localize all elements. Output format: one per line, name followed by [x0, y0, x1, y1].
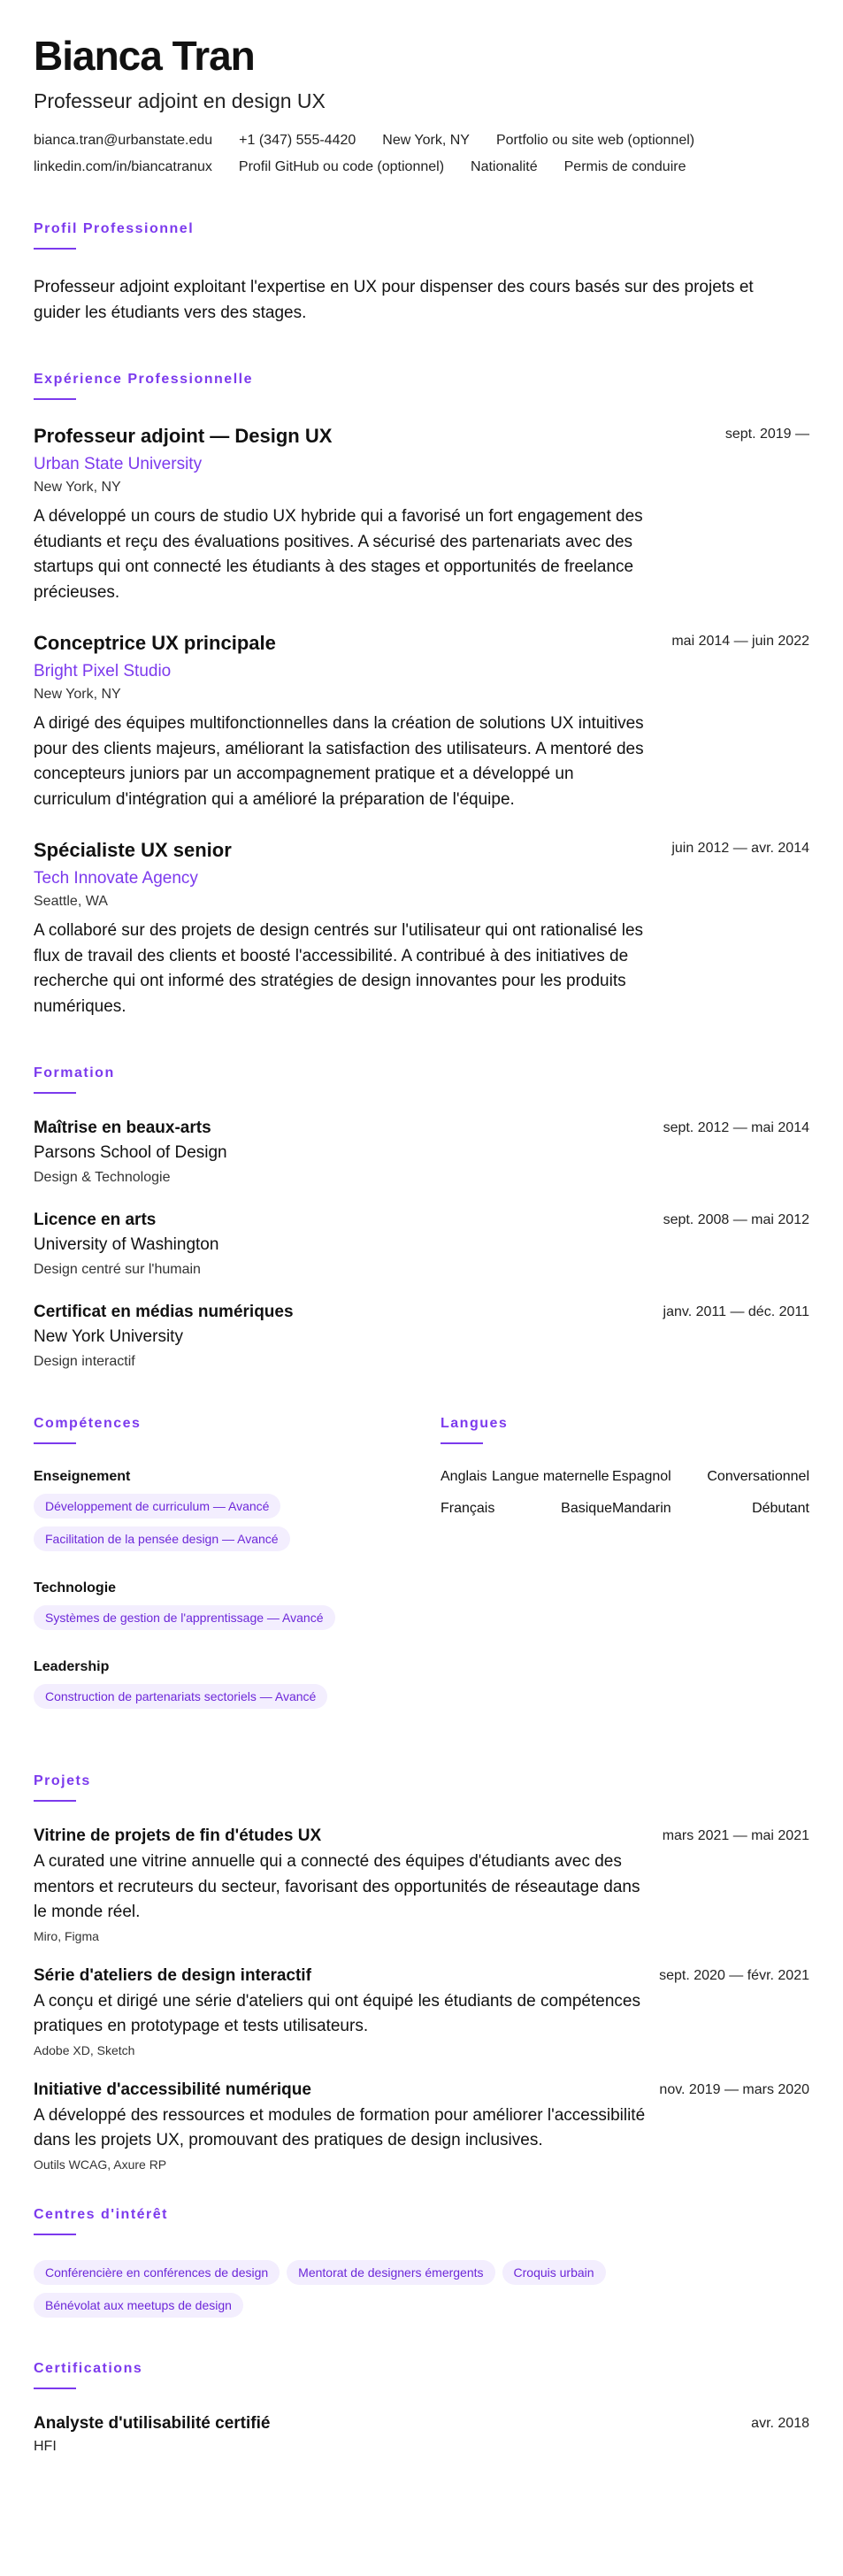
- skills-section: [34, 1416, 441, 1738]
- project-item: [34, 2080, 809, 2172]
- contact-email[interactable]: bianca.tran@urbanstate.edu: [34, 132, 213, 148]
- project-dates: nov. 2019 — mars 2020: [659, 2081, 809, 2097]
- experience-dates: mai 2014 — juin 2022: [671, 634, 809, 650]
- education-dates: sept. 2008 — mai 2012: [663, 1212, 809, 1228]
- experience-role: Spécialiste UX senior: [34, 839, 232, 862]
- language-list: [441, 1469, 809, 1517]
- section-divider: [34, 1442, 76, 1444]
- contact-phone[interactable]: +1 (347) 555-4420: [239, 132, 356, 148]
- experience-company: Tech Innovate Agency: [34, 869, 198, 888]
- project-title: Série d'ateliers de design interactif: [34, 1965, 311, 1985]
- interest-list: [34, 2260, 809, 2326]
- project-item: [34, 1966, 809, 2057]
- contact-list: [34, 133, 794, 175]
- interest-chip: Conférencière en conférences de design: [34, 2260, 280, 2285]
- candidate-name: Bianca Tran: [34, 33, 255, 79]
- education-school: University of Washington: [34, 1235, 219, 1255]
- certifications-section: [34, 2361, 809, 2455]
- experience-item: [34, 632, 809, 812]
- experience-location: Seattle, WA: [34, 894, 108, 910]
- education-school: New York University: [34, 1327, 183, 1347]
- section-title: Formation: [34, 1065, 115, 1081]
- skill-group-label: Technologie: [34, 1580, 117, 1596]
- contact-linkedin[interactable]: linkedin.com/in/biancatranux: [34, 158, 212, 174]
- contact-portfolio[interactable]: Portfolio ou site web (optionnel): [495, 132, 695, 148]
- project-description: A développé des ressources et modules de formation pour améliorer l'accessibilité dans les projets UX, promouvant des pratiques de design inclusives.: [34, 2105, 646, 2150]
- language-level: Langue maternelle: [492, 1469, 609, 1485]
- education-dates: janv. 2011 — déc. 2011: [663, 1304, 809, 1320]
- education-dates: sept. 2012 — mai 2014: [663, 1120, 809, 1136]
- education-degree: Licence en arts: [34, 1211, 157, 1230]
- experience-location: New York, NY: [34, 687, 121, 703]
- experience-description: A collaboré sur des projets de design centrés sur l'utilisateur qui ont rationalisé les flux de travail des clients et boosté l'accessibilité. A contribué à des initiatives de recherche qui ont informé des stratégies de design innovantes pour les produits numériques.: [34, 921, 644, 1016]
- education-field: Design & Technologie: [34, 1170, 171, 1186]
- section-title: Projets: [34, 1773, 91, 1789]
- education-item: [34, 1211, 809, 1278]
- skill-group-label: Leadership: [34, 1659, 110, 1675]
- experience-dates: sept. 2019 —: [724, 427, 809, 442]
- candidate-headline: Professeur adjoint en design UX: [34, 88, 326, 112]
- section-title: Centres d'intérêt: [34, 2206, 168, 2222]
- certification-title: Analyste d'utilisabilité certifié: [34, 2413, 271, 2433]
- projects-section: [34, 1773, 809, 2172]
- skill-chip: Facilitation de la pensée design — Avancé: [34, 1526, 290, 1551]
- project-title: Initiative d'accessibilité numérique: [34, 2080, 311, 2099]
- section-divider: [34, 1092, 76, 1094]
- language-level: Conversationnel: [707, 1469, 809, 1485]
- experience-company: Urban State University: [34, 455, 203, 474]
- section-divider: [34, 2388, 76, 2389]
- project-title: Vitrine de projets de fin d'études UX: [34, 1826, 322, 1846]
- project-tools: Adobe XD, Sketch: [34, 2042, 135, 2057]
- contact-location: New York, NY: [382, 132, 470, 148]
- section-divider: [34, 248, 76, 250]
- education-school: Parsons School of Design: [34, 1143, 227, 1163]
- skill-group-label: Enseignement: [34, 1469, 131, 1485]
- section-divider: [34, 398, 76, 400]
- section-title: Profil Professionnel: [34, 220, 195, 236]
- certification-item: [34, 2414, 809, 2455]
- resume-header: [34, 34, 809, 175]
- education-section: [34, 1065, 809, 1370]
- experience-location: New York, NY: [34, 480, 121, 496]
- language-name: Français: [441, 1501, 495, 1517]
- interest-chip: Croquis urbain: [502, 2260, 606, 2285]
- section-title: Langues: [441, 1416, 509, 1432]
- project-tools: Miro, Figma: [34, 1928, 99, 1943]
- skill-chip: Systèmes de gestion de l'apprentissage — Avancé: [34, 1605, 335, 1630]
- skill-chip: Construction de partenariats sectoriels — Avancé: [34, 1684, 327, 1709]
- language-name: Mandarin: [612, 1501, 671, 1517]
- section-divider: [34, 1800, 76, 1802]
- project-tools: Outils WCAG, Axure RP: [34, 2157, 167, 2172]
- contact-nationality: Nationalité: [471, 158, 538, 174]
- project-dates: mars 2021 — mai 2021: [662, 1828, 809, 1844]
- languages-section: [441, 1416, 809, 1738]
- skill-group: [34, 1580, 441, 1638]
- education-degree: Certificat en médias numériques: [34, 1303, 294, 1322]
- certification-issuer: HFI: [34, 2438, 57, 2454]
- section-title: Compétences: [34, 1416, 142, 1432]
- skill-group: [34, 1659, 441, 1717]
- summary-section: [34, 221, 809, 327]
- project-item: [34, 1826, 809, 1943]
- education-field: Design interactif: [34, 1354, 135, 1370]
- summary-text: Professeur adjoint exploitant l'expertise en UX pour dispenser des cours basés sur des projets et guider les étudiants vers des stages.: [34, 277, 754, 323]
- section-divider: [34, 2234, 76, 2235]
- interests-section: [34, 2207, 809, 2326]
- interest-chip: Mentorat de designers émergents: [287, 2260, 494, 2285]
- experience-item: [34, 425, 809, 605]
- project-description: A curated une vitrine annuelle qui a connecté des équipes d'étudiants avec des mentors et recruteurs du secteur, favorisant des opportunités de réseautage dans le monde réel.: [34, 1852, 640, 1922]
- section-title: Expérience Professionnelle: [34, 372, 253, 388]
- education-item: [34, 1303, 809, 1370]
- experience-role: Conceptrice UX principale: [34, 632, 276, 655]
- experience-item: [34, 839, 809, 1019]
- interest-chip: Bénévolat aux meetups de design: [34, 2293, 243, 2318]
- skill-chip: Développement de curriculum — Avancé: [34, 1494, 280, 1519]
- education-item: [34, 1119, 809, 1186]
- language-name: Anglais: [441, 1469, 487, 1485]
- contact-driving-license: Permis de conduire: [563, 158, 686, 174]
- project-description: A conçu et dirigé une série d'ateliers qui ont équipé les étudiants de compétences pratiques en prototypage et tests utilisateurs.: [34, 1991, 640, 2036]
- section-divider: [441, 1442, 483, 1444]
- experience-description: A développé un cours de studio UX hybride qui a favorisé un fort engagement des étudiants et reçu des évaluations positives. A sécurisé des partenariats avec des startups qui ont connecté les étudiants à des stages et opportunités de freelance précieuses.: [34, 507, 643, 602]
- section-title: Certifications: [34, 2360, 143, 2376]
- experience-section: [34, 372, 809, 1019]
- education-field: Design centré sur l'humain: [34, 1262, 201, 1278]
- education-degree: Maîtrise en beaux-arts: [34, 1119, 211, 1138]
- language-level: Basique: [561, 1501, 612, 1517]
- experience-company: Bright Pixel Studio: [34, 662, 172, 681]
- project-dates: sept. 2020 — févr. 2021: [659, 1967, 809, 1983]
- skill-group: [34, 1469, 441, 1559]
- contact-github[interactable]: Profil GitHub ou code (optionnel): [238, 158, 445, 174]
- experience-dates: juin 2012 — avr. 2014: [671, 841, 809, 857]
- language-name: Espagnol: [612, 1469, 671, 1485]
- skills-languages-row: [34, 1416, 809, 1738]
- certification-date: avr. 2018: [751, 2415, 809, 2431]
- experience-description: A dirigé des équipes multifonctionnelles dans la création de solutions UX intuitives pour des clients majeurs, améliorant la satisfaction des utilisateurs. A mentoré des concepteurs juniors par un accompagnement pratique et a développé un curriculum d'intégration qui a amélioré la préparation de l'équipe.: [34, 714, 644, 809]
- language-level: Débutant: [752, 1501, 809, 1517]
- experience-role: Professeur adjoint — Design UX: [34, 425, 333, 448]
